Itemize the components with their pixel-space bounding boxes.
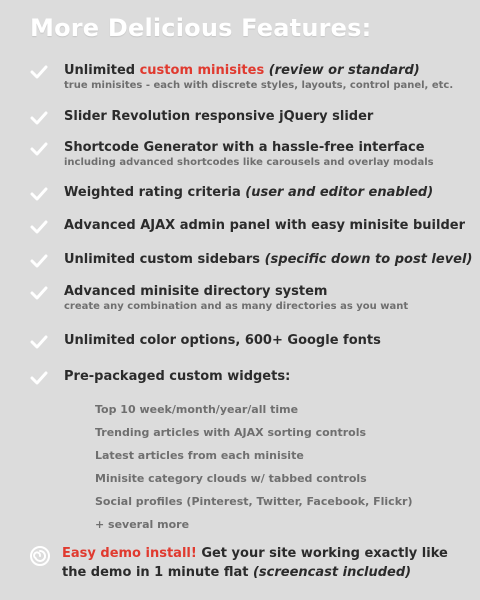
check-icon [30,285,48,299]
check-icon [30,110,48,124]
feature-title: Slider Revolution responsive jQuery slider [64,109,374,124]
widget-item: + several more [95,518,190,531]
feature-title-italic: (user and editor enabled) [240,185,434,200]
demo-install-line2-text: the demo in 1 minute flat [62,565,253,580]
demo-install-line2-italic: (screencast included) [252,565,412,580]
check-icon [30,219,48,233]
feature-title: Advanced AJAX admin panel with easy minisite builder [64,218,465,233]
feature-title [64,184,474,202]
feature-subtitle: true minisites - each with discrete styles, layouts, control panel, etc. [64,80,454,91]
feature-text [64,283,474,313]
feature-text [64,251,474,269]
widget-item: Social profiles (Pinterest, Twitter, Facebook, Flickr) [95,495,413,508]
widget-item: Minisite category clouds w/ tabbed controls [95,472,367,485]
swirl-icon [30,546,50,566]
check-icon [30,253,48,267]
feature-text [64,332,474,350]
widget-item: Trending articles with AJAX sorting controls [95,426,367,439]
check-icon [30,334,48,348]
check-icon [30,64,48,78]
feature-title-text: Weighted rating criteria [64,185,241,200]
demo-install-text [62,544,480,582]
demo-install-line2 [62,563,480,582]
feature-title-text: Unlimited [64,63,140,78]
feature-title-italic: (specific down to post level) [260,252,473,267]
demo-install-accent: Easy demo install! [62,546,197,561]
check-icon [30,186,48,200]
demo-install-line1-rest: Get your site working exactly like [196,546,448,561]
check-icon [30,370,48,384]
feature-text [64,368,474,386]
feature-subtitle: create any combination and as many directories as you want [64,301,409,312]
feature-title [64,251,474,269]
widget-item: Latest articles from each minisite [95,449,304,462]
feature-text [64,184,474,202]
feature-text [64,217,474,235]
feature-title-accent: custom minisites [139,63,265,78]
feature-subtitle: including advanced shortcodes like carousels and overlay modals [64,157,434,168]
feature-title: Pre-packaged custom widgets: [64,369,291,384]
demo-install-line1 [62,544,480,563]
feature-title-italic: (review or standard) [264,63,420,78]
feature-title: Shortcode Generator with a hassle-free interface [64,140,425,155]
widget-list [95,398,412,536]
feature-title: Unlimited color options, 600+ Google fonts [64,333,381,348]
feature-title-text: Unlimited custom sidebars [64,252,261,267]
feature-title: Advanced minisite directory system [64,284,328,299]
feature-text [64,139,474,169]
page-title: More Delicious Features: [30,14,372,42]
feature-text [64,62,474,92]
feature-text [64,108,474,126]
check-icon [30,141,48,155]
widget-item: Top 10 week/month/year/all time [95,403,299,416]
feature-title [64,62,474,80]
